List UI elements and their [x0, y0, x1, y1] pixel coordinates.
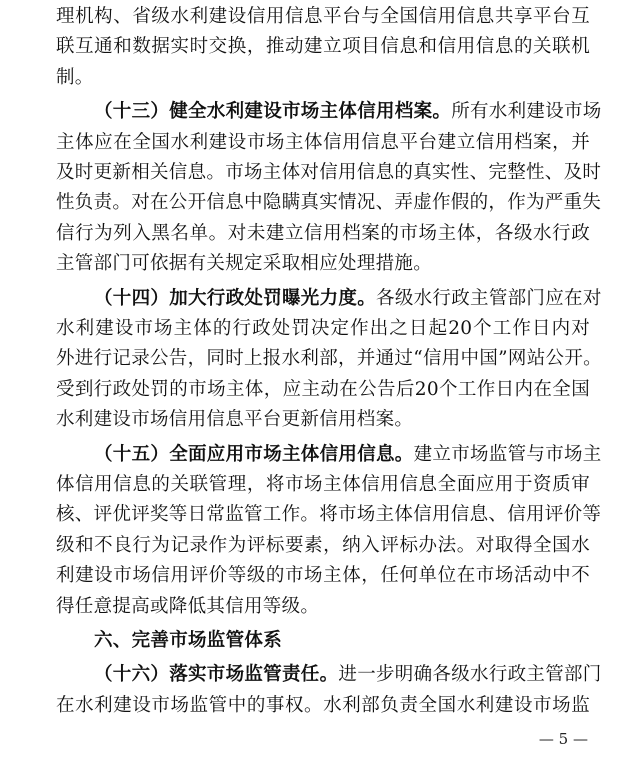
text-line [56, 63, 590, 93]
line-text: 及时更新相关信息。市场主体对信用信息的真实性、完整性、及时 [56, 162, 602, 183]
section-heading: （十四）加大行政处罚曝光力度。 [94, 287, 377, 309]
chapter-heading-text: 六、完善市场监管体系 [94, 630, 283, 651]
section-line [56, 440, 602, 470]
text-line [56, 158, 602, 188]
line-text: 体信用信息的关联管理，将市场主体信用信息全面应用于资质审 [56, 474, 590, 495]
line-text: 各级水行政主管部门应在对 [376, 287, 602, 309]
text-line [56, 691, 590, 721]
line-text: 外进行记录公告，同时上报水利部，并通过“信用中国”网站公开。 [56, 348, 602, 370]
line-text: 建立市场监管与市场主 [413, 443, 602, 465]
line-text: 级和不良行为记录作为评标要素，纳入评标办法。对取得全国水 [56, 534, 590, 556]
line-text: 所有水利建设市场 [451, 101, 602, 123]
text-line [56, 249, 590, 279]
page-number: — 5 — [538, 730, 588, 748]
line-text: 水利建设市场主体的行政处罚决定作出之日起20个工作日内对 [56, 318, 590, 339]
line-text: 进一步明确各级水行政主管部门 [338, 664, 602, 686]
line-text: 主管部门可依据有关规定采取相应处理措施。 [56, 253, 433, 275]
text-line [56, 592, 590, 622]
text-line [56, 500, 602, 530]
text-line [56, 314, 590, 344]
section-heading: （十五）全面应用市场主体信用信息。 [94, 443, 414, 465]
line-text: 利建设市场信用评价等级的市场主体，任何单位在市场活动中不 [56, 565, 590, 587]
chapter-heading [56, 626, 590, 656]
line-text: 主体应在全国水利建设市场主体信用信息平台建立信用档案，并 [56, 131, 590, 153]
line-text: 受到行政处罚的市场主体，应主动在公告后20个工作日内在全国 [56, 378, 590, 400]
line-text: 水利建设市场信用信息平台更新信用档案。 [56, 409, 414, 431]
section-line [56, 284, 602, 314]
line-text: 制。 [56, 66, 94, 88]
line-text: 在水利建设市场监管中的事权。水利部负责全国水利建设市场监 [56, 694, 590, 716]
line-text: 性负责。对在公开信息中隐瞒真实情况、弄虚作假的，作为严重失 [56, 192, 602, 214]
line-text: 理机构、省级水利建设信用信息平台与全国信用信息共享平台互 [56, 6, 590, 27]
text-line [56, 531, 590, 561]
text-line [56, 32, 590, 62]
text-line [56, 405, 590, 435]
text-line [56, 344, 602, 374]
text-line [56, 561, 590, 591]
line-text: 核、评优评奖等日常监管工作。将市场主体信用信息、信用评价等 [56, 504, 602, 526]
section-line [56, 97, 602, 127]
section-heading: （十六）落实市场监管责任。 [94, 664, 339, 686]
text-line [56, 375, 590, 405]
section-line [56, 660, 602, 690]
text-line [56, 2, 590, 32]
text-line [56, 219, 590, 249]
text-line [56, 128, 590, 158]
text-line [56, 470, 590, 500]
line-text: 信行为列入黑名单。对未建立信用档案的市场主体，各级水行政 [56, 222, 590, 244]
line-text: 得任意提高或降低其信用等级。 [56, 595, 320, 617]
line-text: 联互通和数据实时交换，推动建立项目信息和信用信息的关联机 [56, 36, 590, 58]
text-line [56, 188, 602, 218]
section-heading: （十三）健全水利建设市场主体信用档案。 [94, 101, 452, 123]
